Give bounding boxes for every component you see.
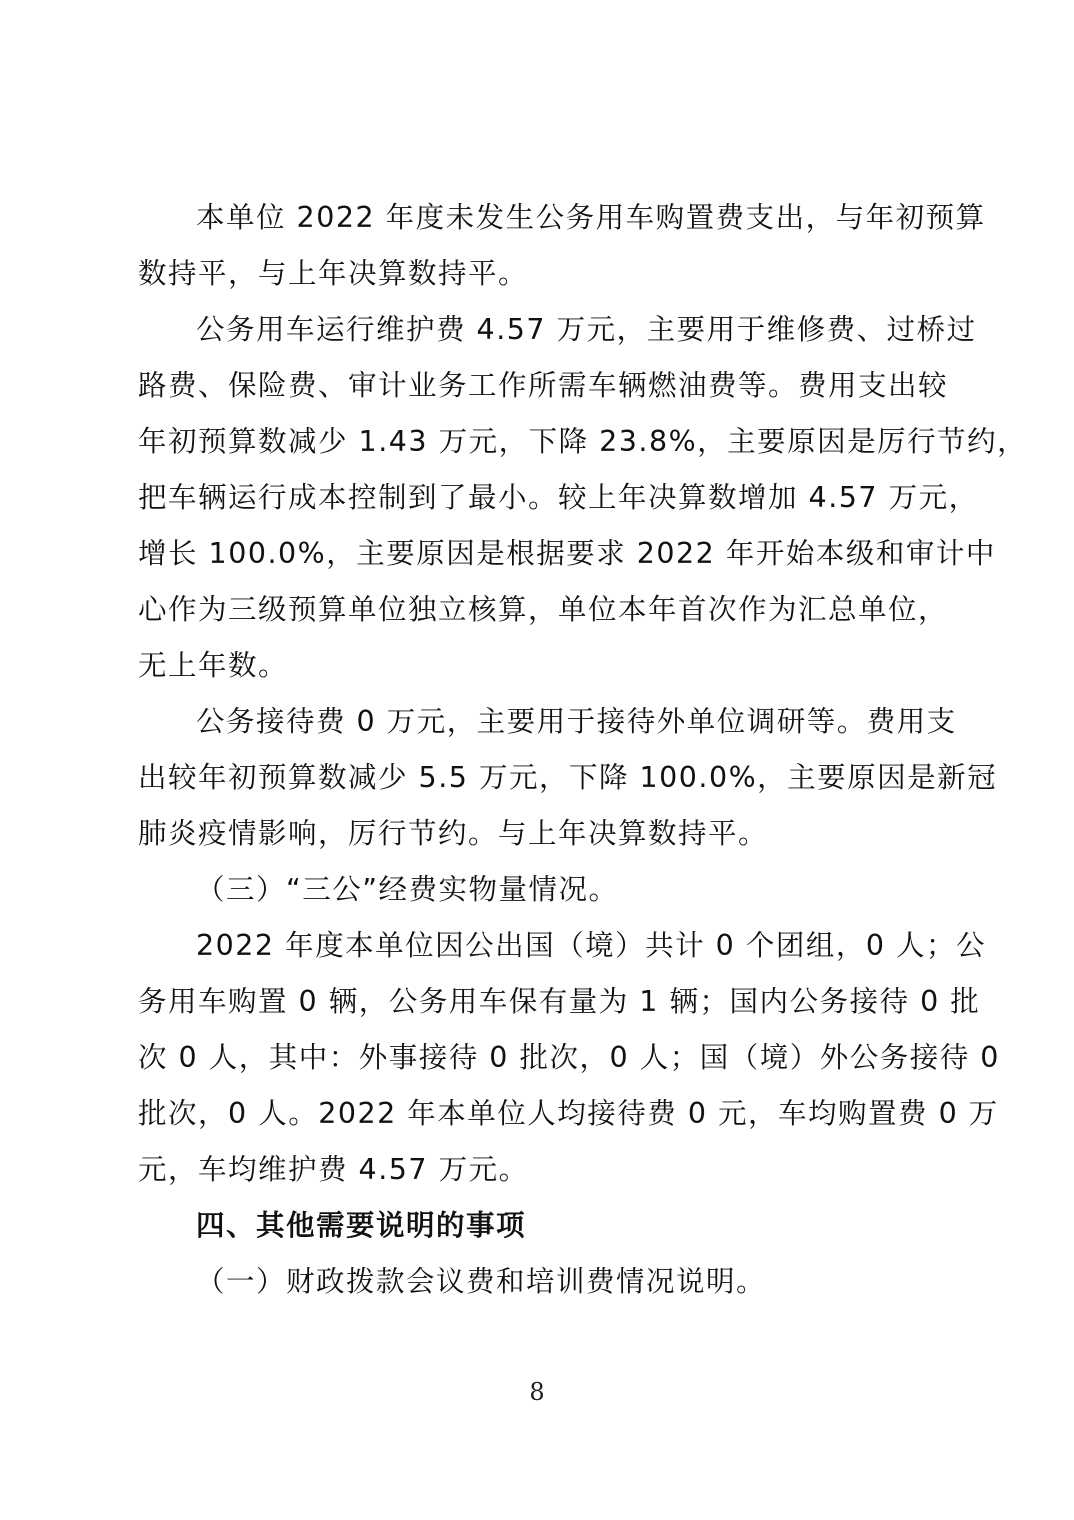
paragraph-line: 无上年数。 <box>138 649 289 682</box>
paragraph-line: 公务接待费 0 万元，主要用于接待外单位调研等。费用支 <box>196 705 957 738</box>
paragraph-line: 出较年初预算数减少 5.5 万元，下降 100.0%，主要原因是新冠 <box>138 761 998 794</box>
paragraph-line: 元，车均维护费 4.57 万元。 <box>138 1153 529 1186</box>
paragraph-line: 务用车购置 0 辆，公务用车保有量为 1 辆；国内公务接待 0 批 <box>138 985 981 1018</box>
section-heading: 四、其他需要说明的事项 <box>196 1209 527 1242</box>
paragraph-line: 心作为三级预算单位独立核算，单位本年首次作为汇总单位， <box>138 593 949 626</box>
paragraph-line: 本单位 2022 年度未发生公务用车购置费支出，与年初预算 <box>196 201 986 234</box>
paragraph-line: 2022 年度本单位因公出国（境）共计 0 个团组，0 人；公 <box>196 929 987 962</box>
paragraph-line: 年初预算数减少 1.43 万元，下降 23.8%，主要原因是厉行节约， <box>138 425 1028 458</box>
paragraph-line: 肺炎疫情影响，厉行节约。与上年决算数持平。 <box>138 817 769 850</box>
paragraph-line: 批次，0 人。2022 年本单位人均接待费 0 元，车均购置费 0 万 <box>138 1097 999 1130</box>
paragraph-line: 数持平，与上年决算数持平。 <box>138 257 529 290</box>
paragraph-line: 公务用车运行维护费 4.57 万元，主要用于维修费、过桥过 <box>196 313 977 346</box>
paragraph-line: 增长 100.0%，主要原因是根据要求 2022 年开始本级和审计中 <box>138 537 996 570</box>
page-number: 8 <box>529 1378 545 1406</box>
paragraph-line: 路费、保险费、审计业务工作所需车辆燃油费等。费用支出较 <box>138 369 949 402</box>
paragraph-line: 次 0 人，其中：外事接待 0 批次，0 人；国（境）外公务接待 0 <box>138 1041 1000 1074</box>
document-body <box>138 190 1028 1310</box>
paragraph-line: 把车辆运行成本控制到了最小。较上年决算数增加 4.57 万元， <box>138 481 979 514</box>
subsection-heading: （三）“三公”经费实物量情况。 <box>196 873 619 906</box>
subsection-heading: （一）财政拨款会议费和培训费情况说明。 <box>196 1265 767 1298</box>
